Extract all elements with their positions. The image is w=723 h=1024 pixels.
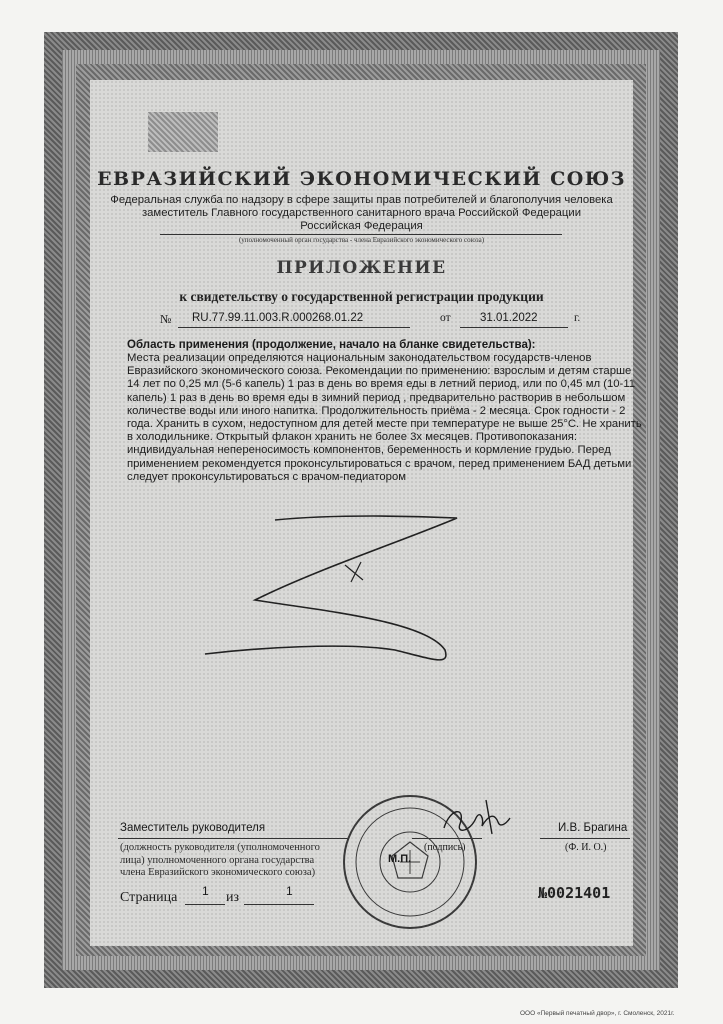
scope-line: следует проконсультироваться с врачом-педиатором [127,470,407,483]
name-underline [540,838,630,839]
agency-line-3: Российская Федерация [300,220,423,232]
scope-line: применением рекомендуется проконсультироваться с врачом, перед применением БАД детьми [127,457,632,470]
scope-line: капель) 1 раз в день во время еды в зимний период , предварительно растворив в небольшом [127,391,626,404]
total-pages: 1 [286,884,293,898]
union-title: ЕВРАЗИЙСКИЙ ЭКОНОМИЧЕСКИЙ СОЮЗ [97,168,626,190]
number-underline [178,327,410,328]
name-caption: (Ф. И. О.) [565,842,607,853]
of-label: из [226,890,240,905]
scope-text [127,352,642,484]
authority-caption: (уполномоченный орган государства - члена Евразийского экономического союза) [238,236,485,244]
page-number: 1 [202,884,209,898]
position-caption: (должность руководителя (уполномоченного лица) уполномоченного органа государства члена Евразийского экономического союза) [120,842,320,878]
registration-date: 31.01.2022 [480,312,538,324]
agency-line-2: заместитель Главного государственного санитарного врача Российской Федерации [141,207,582,219]
agency-line-1: Федеральная служба по надзору в сфере защиты прав потребителей и благополучия человека [110,194,613,206]
position-underline [118,838,348,839]
seal-letters: М.П. [388,853,412,865]
number-label: № [160,312,172,326]
z-cancellation-mark [195,510,465,670]
printer-line: ООО «Первый печатный двор», г. Смоленск, 2021г. [520,1010,675,1017]
agency-underline [160,234,562,235]
year-suffix: г. [574,312,581,324]
appendix-subtitle: к свидетельству о государственной регистрации продукции [179,289,544,304]
registration-number: RU.77.99.11.003.R.000268.01.22 [192,312,364,324]
signatory-position: Заместитель руководителя [120,822,266,834]
scope-line: 14 лет по 0,25 мл (5-6 капель) 1 раз в день во время еды в летний период, или по 0,45 мл (10-11 [127,378,636,391]
date-underline [460,327,568,328]
scope-line: индивидуальная непереносимость компонентов, беременность и кормление грудью. Перед [127,444,611,457]
scope-line: количестве воды или иного напитка. Продолжительность приёма - 2 месяца. Срок годности - 2 [127,404,626,417]
scope-line: года. Хранить в сухом, недоступном для детей месте при температуре не выше 25°С. Не хранить [127,418,642,431]
date-label: от [440,312,451,324]
page-underline [185,904,225,905]
total-underline [244,904,314,905]
form-number: №0021401 [538,884,611,902]
signatory-name: И.В. Брагина [558,822,628,834]
decorative-pattern-block [148,112,218,152]
appendix-title: ПРИЛОЖЕНИЕ [276,258,447,278]
page-label: Страница [120,890,178,905]
signature-caption: (подпись) [424,842,466,853]
scope-line: в холодильнике. Открытый флакон хранить не более 3х месяцев. Противопоказания: [127,431,578,444]
scope-line: Места реализации определяются национальным законодательством государств-членов [127,352,592,364]
handwritten-signature [436,788,514,840]
scope-title: Область применения (продолжение, начало на бланке свидетельства): [127,339,536,351]
scope-line: Евразийского экономического союза. Рекомендации по применению: взрослым и детям старше [127,365,632,378]
